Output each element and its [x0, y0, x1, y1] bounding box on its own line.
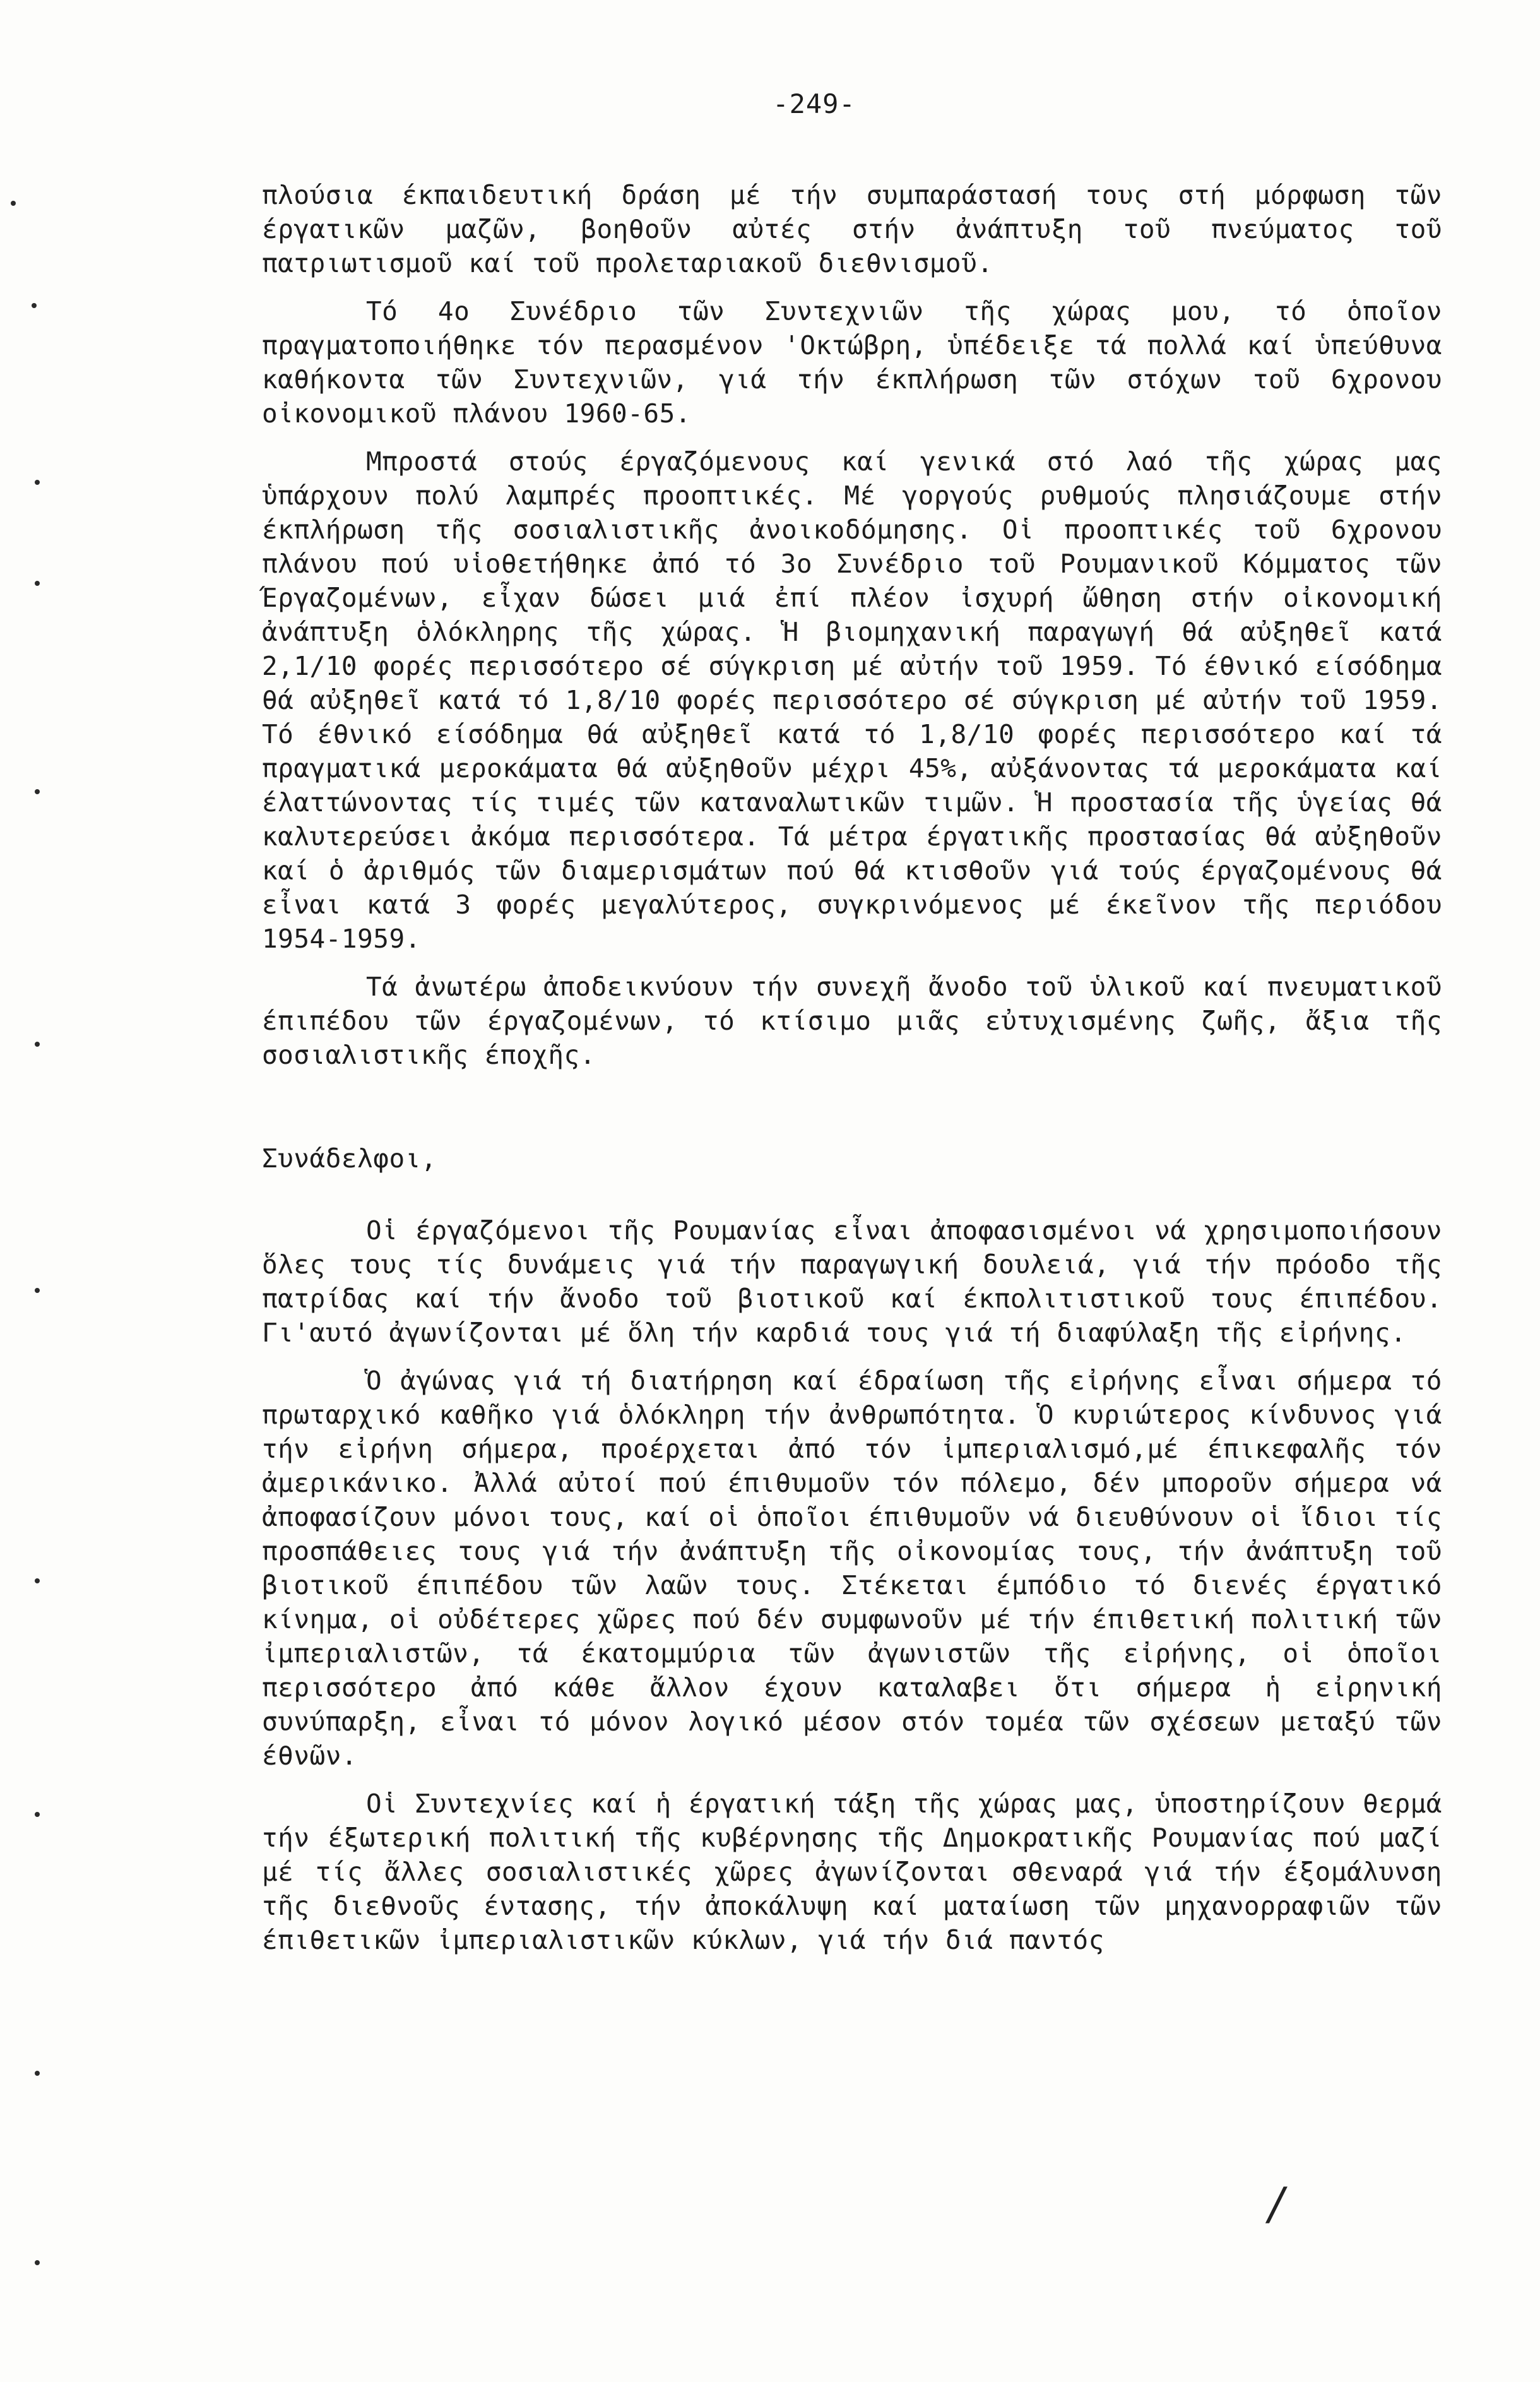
margin-dot — [35, 581, 40, 586]
margin-dot — [35, 480, 40, 485]
paragraph: Τό 4ο Συνέδριο τῶν Συντεχνιῶν τῆς χώρας μου, τό ὁποῖον πραγματοποιήθηκε τόν περασμένον 'Οκτώβρη, ὑπέδειξε τά πολλά καί ὑπεύθυνα καθήκοντα τῶν Συντεχνιῶν, γιά τήν έκπλήρωση τῶν στόχων τοῦ 6χρονου οἰκονομικοῦ πλάνου 1960-65. — [262, 296, 1442, 429]
margin-dot — [35, 1042, 40, 1047]
page-number: -249- — [773, 88, 856, 119]
paragraph: Οἱ Συντεχνίες καί ἡ έργατική τάξη τῆς χώρας μας, ὑποστηρίζουν θερμά τήν έξωτερική πολιτική τῆς κυβέρνησης τῆς Δημοκρατικῆς Ρουμανίας πού μαζί μέ τίς ἄλλες σοσιαλιστικές χῶρες ἀγωνίζονται σθεναρά γιά τήν έξομάλυνση τῆς διεθνοῦς έντασης, τήν ἀποκάλυψη καί ματαίωση τῶν μηχανορραφιῶν τῶν έπιθετικῶν ἰμπεριαλιστικῶν κύκλων, γιά τήν διά παντός — [262, 1789, 1442, 1955]
margin-dot — [35, 789, 40, 794]
paragraph: Ὁ ἀγώνας γιά τή διατήρηση καί έδραίωση τῆς εἰρήνης εἶναι σήμερα τό πρωταρχικό καθῆκο γιά ὁλόκληρη τήν ἀνθρωπότητα. Ὁ κυριώτερος κίνδυνος γιά τήν εἰρήνη σήμερα, προέρχεται ἀπό τόν ἰμπεριαλισμό,μέ έπικεφαλῆς τόν ἀμερικάνικο. Ἀλλά αὐτοί πού έπιθυμοῦν τόν πόλεμο, δέν μποροῦν σήμερα νά ἀποφασίζουν μόνοι τους, καί οἱ ὁποῖοι έπιθυμοῦν νά διευθύνουν οἱ ἴδιοι τίς προσπάθειες τους γιά τήν ἀνάπτυξη τῆς οἰκονομίας τους, τήν ἀνάπτυξη τοῦ βιοτικοῦ έπιπέδου τῶν λαῶν τους. Στέκεται έμπόδιο τό διενές έργατικό κίνημα, οἱ οὐδέτερες χῶρες πού δέν συμφωνοῦν μέ τήν έπιθετική πολιτική τῶν ἰμπεριαλιστῶν, τά έκατομμύρια τῶν ἀγωνιστῶν τῆς εἰρήνης, οἱ ὁποῖοι περισσότερο ἀπό κάθε ἄλλον έχουν καταλαβει ὅτι σήμερα ἡ εἰρηνική συνύπαρξη, εἶναι τό μόνον λογικό μέσον στόν τομέα τῶν σχέσεων μεταξύ τῶν έθνῶν. — [262, 1366, 1442, 1771]
margin-dot — [35, 2071, 40, 2076]
paragraph: Μπροστά στούς έργαζόμενους καί γενικά στό λαό τῆς χώρας μας ὑπάρχουν πολύ λαμπρές προοπτικές. Μέ γοργούς ρυθμούς πλησιάζουμε στήν έκπλήρωση τῆς σοσιαλιστικῆς ἀνοικοδόμησης. Οἱ προοπτικές τοῦ 6χρονου πλάνου πού υἱοθετήθηκε ἀπό τό 3ο Συνέδριο τοῦ Ρουμανικοῦ Κόμματος τῶν Έργαζομένων, εἶχαν δώσει μιά ἐπί πλέον ἰσχυρή ὤθηση στήν οἰκονομική ἀνάπτυξη ὁλόκληρης τῆς χώρας. Ἡ βιομηχανική παραγωγή θά αὐξηθεῖ κατά 2,1/10 φορές περισσότερο σέ σύγκριση μέ αὐτήν τοῦ 1959. Τό έθνικό είσόδημα θά αὐξηθεῖ κατά τό 1,8/10 φορές περισσότερο σέ σύγκριση μέ αὐτήν τοῦ 1959. Τό έθνικό είσόδημα θά αὐξηθεῖ κατά τό 1,8/10 φορές περισσότερο καί τά πραγματικά μεροκάματα θά αὐξηθοῦν μέχρι 45%, αὐξάνοντας τά μεροκάματα καί έλαττώνοντας τίς τιμές τῶν καταναλωτικῶν τιμῶν. Ἡ προστασία τῆς ὑγείας θά καλυτερεύσει ἀκόμα περισσότερα. Τά μέτρα έργατικῆς προστασίας θά αὐξηθοῦν καί ὁ ἀριθμός τῶν διαμερισμάτων πού θά κτισθοῦν γιά τούς έργαζομένους θά εἶναι κατά 3 φορές μεγαλύτερος, συγκρινόμενος μέ έκεῖνον τῆς περιόδου 1954-1959. — [262, 446, 1442, 954]
margin-dot — [32, 303, 37, 308]
paragraph: πλούσια έκπαιδευτική δράση μέ τήν συμπαράστασή τους στή μόρφωση τῶν έργατικῶν μαζῶν, βοηθοῦν αὐτές στήν ἀνάπτυξη τοῦ πνεύματος τοῦ πατριωτισμοῦ καί τοῦ προλεταριακοῦ διεθνισμοῦ. — [262, 180, 1442, 278]
margin-dot — [35, 2260, 40, 2265]
margin-dot — [11, 201, 16, 206]
continuation-mark: / — [1269, 2178, 1284, 2230]
paragraph: Οἱ έργαζόμενοι τῆς Ρουμανίας εἶναι ἀποφασισμένοι νά χρησιμοποιήσουν ὅλες τους τίς δυνάμεις γιά τήν παραγωγική δουλειά, γιά τήν πρόοδο τῆς πατρίδας καί τήν ἄνοδο τοῦ βιοτικοῦ καί έκπολιτιστικοῦ τους έπιπέδου. Γι'αυτό ἀγωνίζονται μέ ὅλη τήν καρδιά τους γιά τή διαφύλαξη τῆς εἰρήνης. — [262, 1215, 1442, 1348]
salutation: Συνάδελφοι, — [262, 1143, 437, 1174]
margin-dot — [35, 1578, 40, 1583]
paragraph: Τά ἀνωτέρω ἀποδεικνύουν τήν συνεχῆ ἄνοδο τοῦ ὑλικοῦ καί πνευματικοῦ έπιπέδου τῶν έργαζομένων, τό κτίσιμο μιᾶς εὐτυχισμένης ζωῆς, ἄξια τῆς σοσιαλιστικῆς έποχῆς. — [262, 972, 1442, 1070]
document-body — [262, 178, 1442, 1957]
margin-dot — [35, 1288, 40, 1293]
margin-dot — [35, 1812, 40, 1817]
